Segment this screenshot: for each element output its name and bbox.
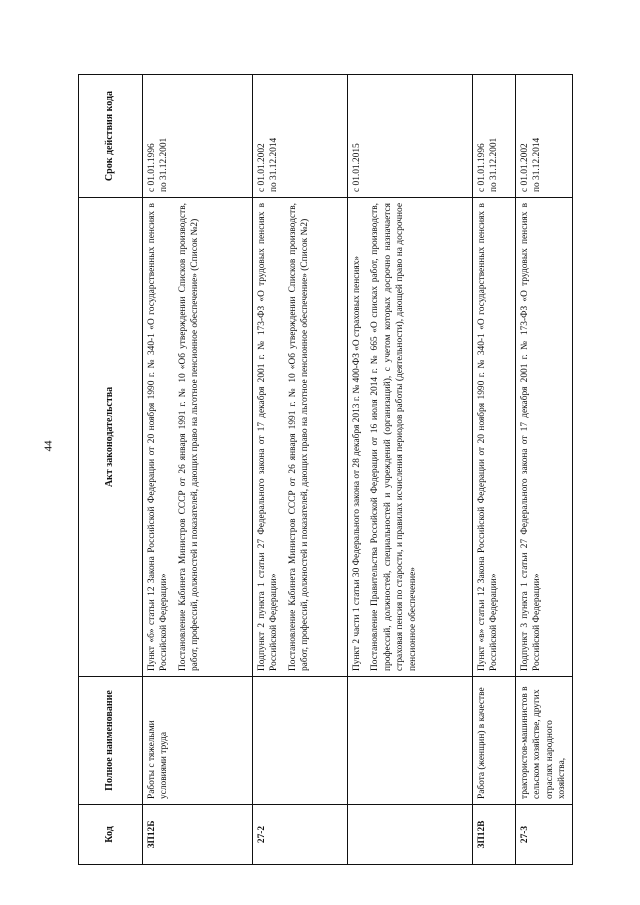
act-text: Подпункт 2 пункта 1 статьи 27 Федерального закона от 17 декабря 2001 г. № 173-ФЗ «О трудовых пенсиях в Российской Федерации» [257,203,280,671]
page-number: 44 [42,440,55,452]
row-term: с 01.01.1996 по 31.12.2001 [473,75,516,198]
header-name: Полное наименование [79,677,143,805]
row-code: ЗП12Б [143,805,253,865]
row-name: Работа (женщин) в качестве [473,677,516,805]
row-name: Работы с тяжелыми условиями труда [143,677,253,805]
row-act [516,198,573,677]
row-code [348,805,473,865]
act-text: Пункт «б» статьи 12 Закона Российской Федерации от 20 ноября 1990 г. № 340-1 «О государственных пенсиях в Российской Федерации» [147,203,170,671]
act-text: Пункт 2 части 1 статьи 30 Федерального закона от 28 декабря 2013 г. № 400-ФЗ «О страховых пенсиях» [352,255,362,671]
row-name: трактористов-машинистов в сельском хозяйстве, других отраслях народного хозяйства, [516,677,573,805]
row-act [253,198,348,677]
row-act [143,198,253,677]
row-name [348,677,473,805]
act-text: Пункт «в» статьи 12 Закона Российской Федерации от 20 ноября 1990 г. № 340-1 «О государственных пенсиях в Российской Федерации» [477,203,500,671]
table-row [348,75,473,865]
header-code: Код [79,805,143,865]
table-row [143,75,253,865]
table-row [516,75,573,865]
table-row [253,75,348,865]
row-term: с 01.01.2015 [348,75,473,198]
act-text: Подпункт 3 пункта 1 статьи 27 Федерального закона от 17 декабря 2001 г. № 173-ФЗ «О трудовых пенсиях в Российской Федерации» [520,203,543,671]
row-term: с 01.01.1996 по 31.12.2001 [143,75,253,198]
row-act [348,198,473,677]
header-act: Акт законодательства [79,198,143,677]
row-code: 27-3 [516,805,573,865]
codes-table [78,74,573,865]
row-term: с 01.01.2002 по 31.12.2014 [516,75,573,198]
act-text: Постановление Правительства Российской Федерации от 16 июля 2014 г. № 665 «О списках работ, производств, профессий, должностей, специальностей и учреждений (организаций), с учетом которых досрочно назначается страховая пенсия по старости, и правилах исчисления периодов работы (деятельности), дающей право на досрочное пенсионное обеспечение» [370,203,418,671]
header-term: Срок действия кода [79,75,143,198]
row-term: с 01.01.2002 по 31.12.2014 [253,75,348,198]
row-code: ЗП12В [473,805,516,865]
table-header-row [79,75,143,865]
rotated-table-sheet [78,75,568,865]
row-name [253,677,348,805]
row-code: 27-2 [253,805,348,865]
table-row [473,75,516,865]
act-text: Постановление Кабинета Министров СССР от 26 января 1991 г. № 10 «Об утверждении Списков производств, работ, профессий, должностей и показателей, дающих право на льготное пенсионное обеспечение» (Список №2) [177,203,201,671]
row-act [473,198,516,677]
act-text: Постановление Кабинета Министров СССР от 26 января 1991 г. № 10 «Об утверждении Списков производств, работ, профессий, должностей и показателей, дающих право на льготное пенсионное обеспечение» (Список №2) [287,203,311,671]
